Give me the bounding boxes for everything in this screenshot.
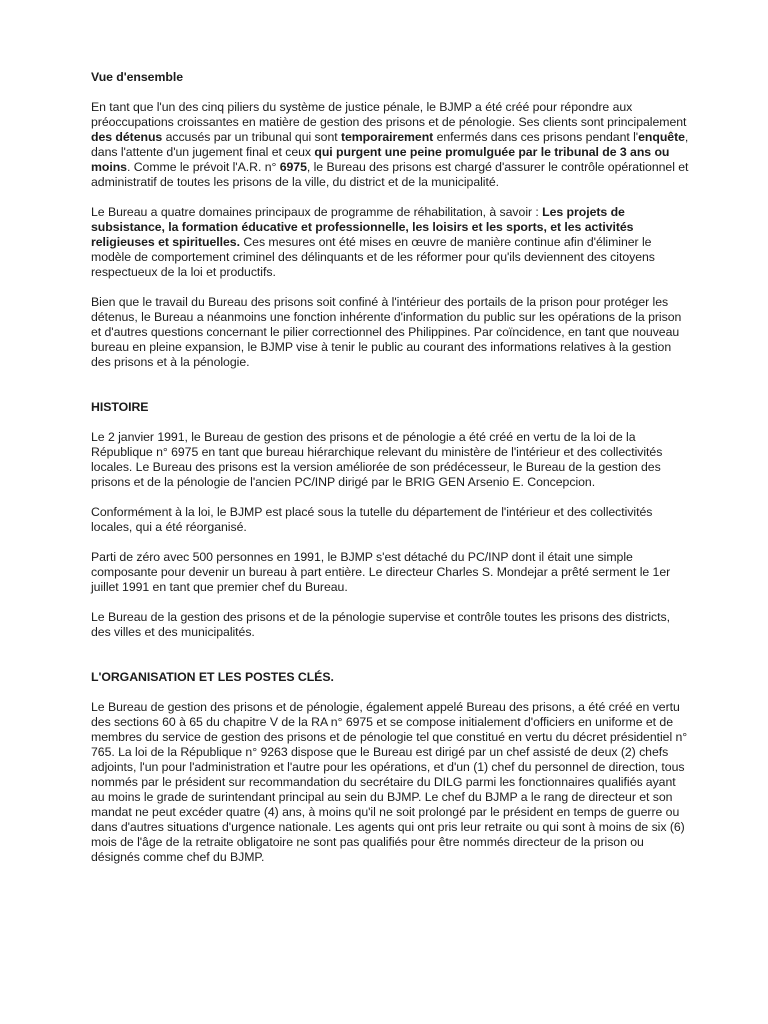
bold-run: qui purgent une peine promulguée par le tribunal de 3 ans ou moins xyxy=(91,145,670,174)
bold-run: 6975 xyxy=(279,160,307,174)
text-run: accusés par un tribunal qui sont xyxy=(162,130,341,144)
organization-paragraph-1: Le Bureau de gestion des prisons et de pénologie, également appelé Bureau des prisons, a été créé en vertu des sections 60 à 65 du chapitre V de la RA n° 6975 et se compose initialement d'officiers en uniforme et de membres du service de gestion des prisons et de pénologie tel que constitué en vertu du décret présidentiel n° 765. La loi de la République n° 9263 dispose que le Bureau est dirigé par un chef assisté de deux (2) chefs adjoints, l'un pour l'administration et l'autre pour les opérations, et d'un (1) chef du personnel de direction, tous nommés par le président sur recommandation du secrétaire du DILG parmi les fonctionnaires qualifiés ayant au moins le grade de surintendant principal au sein du BJMP. Le chef du BJMP a le rang de directeur et son mandat ne peut excéder quatre (4) ans, à moins qu'il ne soit prolongé par le président en temps de guerre ou dans d'autres situations d'urgence nationale. Les agents qui ont pris leur retraite ou qui sont à moins de six (6) mois de l'âge de la retraite obligatoire ne sont pas qualifiés pour être nommés directeur de la prison ou désignés comme chef du BJMP. xyxy=(91,700,688,864)
text-run: , le Bureau des prisons est chargé d'assurer le contrôle opérationnel et administratif de toutes les prisons de la ville, du district et de la municipalité. xyxy=(91,160,689,189)
overview-paragraph-1 xyxy=(91,100,691,190)
section-heading-history: HISTOIRE xyxy=(91,400,149,414)
text-run: , dans l'attente d'un jugement final et ceux xyxy=(91,130,689,159)
history-paragraph-4: Le Bureau de la gestion des prisons et de la pénologie supervise et contrôle toutes les prisons des districts, des villes et des municipalités. xyxy=(91,610,670,639)
section-heading-overview: Vue d'ensemble xyxy=(91,70,183,84)
text-run: En tant que l'un des cinq piliers du système de justice pénale, le BJMP a été créé pour répondre aux préoccupations croissantes en matière de gestion des prisons et de pénologie. Ses clients sont principalement xyxy=(91,100,687,129)
bold-run: des détenus xyxy=(91,130,163,144)
bold-run: Les projets de subsistance, la formation éducative et professionnelle, les loisirs et les sports, et les activités religieuses et spirituelles. xyxy=(91,205,634,249)
section-heading-organization: L'ORGANISATION ET LES POSTES CLÉS. xyxy=(91,670,334,684)
history-paragraph-3: Parti de zéro avec 500 personnes en 1991, le BJMP s'est détaché du PC/INP dont il était une simple composante pour devenir un bureau à part entière. Le directeur Charles S. Mondejar a prêté serment le 1er juillet 1991 en tant que premier chef du Bureau. xyxy=(91,550,671,594)
document-page xyxy=(91,70,691,865)
text-run: Ces mesures ont été mises en œuvre de manière continue afin d'éliminer le modèle de comportement criminel des délinquants et de les réformer pour qu'ils deviennent des citoyens respectueux de la loi et productifs. xyxy=(91,235,655,279)
bold-run: temporairement xyxy=(340,130,434,144)
text-run: Le Bureau a quatre domaines principaux de programme de réhabilitation, à savoir : xyxy=(91,205,543,219)
history-paragraph-2: Conformément à la loi, le BJMP est placé sous la tutelle du département de l'intérieur et des collectivités locales, qui a été réorganisé. xyxy=(91,505,653,534)
bold-run: enquête xyxy=(638,130,685,144)
overview-paragraph-2 xyxy=(91,205,691,280)
text-run: . Comme le prévoit l'A.R. n° xyxy=(126,160,280,174)
history-paragraph-1: Le 2 janvier 1991, le Bureau de gestion des prisons et de pénologie a été créé en vertu de la loi de la République n° 6975 en tant que bureau hiérarchique relevant du ministère de l'intérieur et des collectivités locales. Le Bureau des prisons est la version améliorée de son prédécesseur, le Bureau de la gestion des prisons et de la pénologie de l'ancien PC/INP dirigé par le BRIG GEN Arsenio E. Concepcion. xyxy=(91,430,663,489)
overview-paragraph-3: Bien que le travail du Bureau des prisons soit confiné à l'intérieur des portails de la prison pour protéger les détenus, le Bureau a néanmoins une fonction inhérente d'information du public sur les opérations de la prison et d'autres questions concernant le pilier correctionnel des Philippines. Par coïncidence, en tant que nouveau bureau en pleine expansion, le BJMP vise à tenir le public au courant des informations relatives à la gestion des prisons et à la pénologie. xyxy=(91,295,682,369)
text-run: enfermés dans ces prisons pendant l' xyxy=(433,130,639,144)
